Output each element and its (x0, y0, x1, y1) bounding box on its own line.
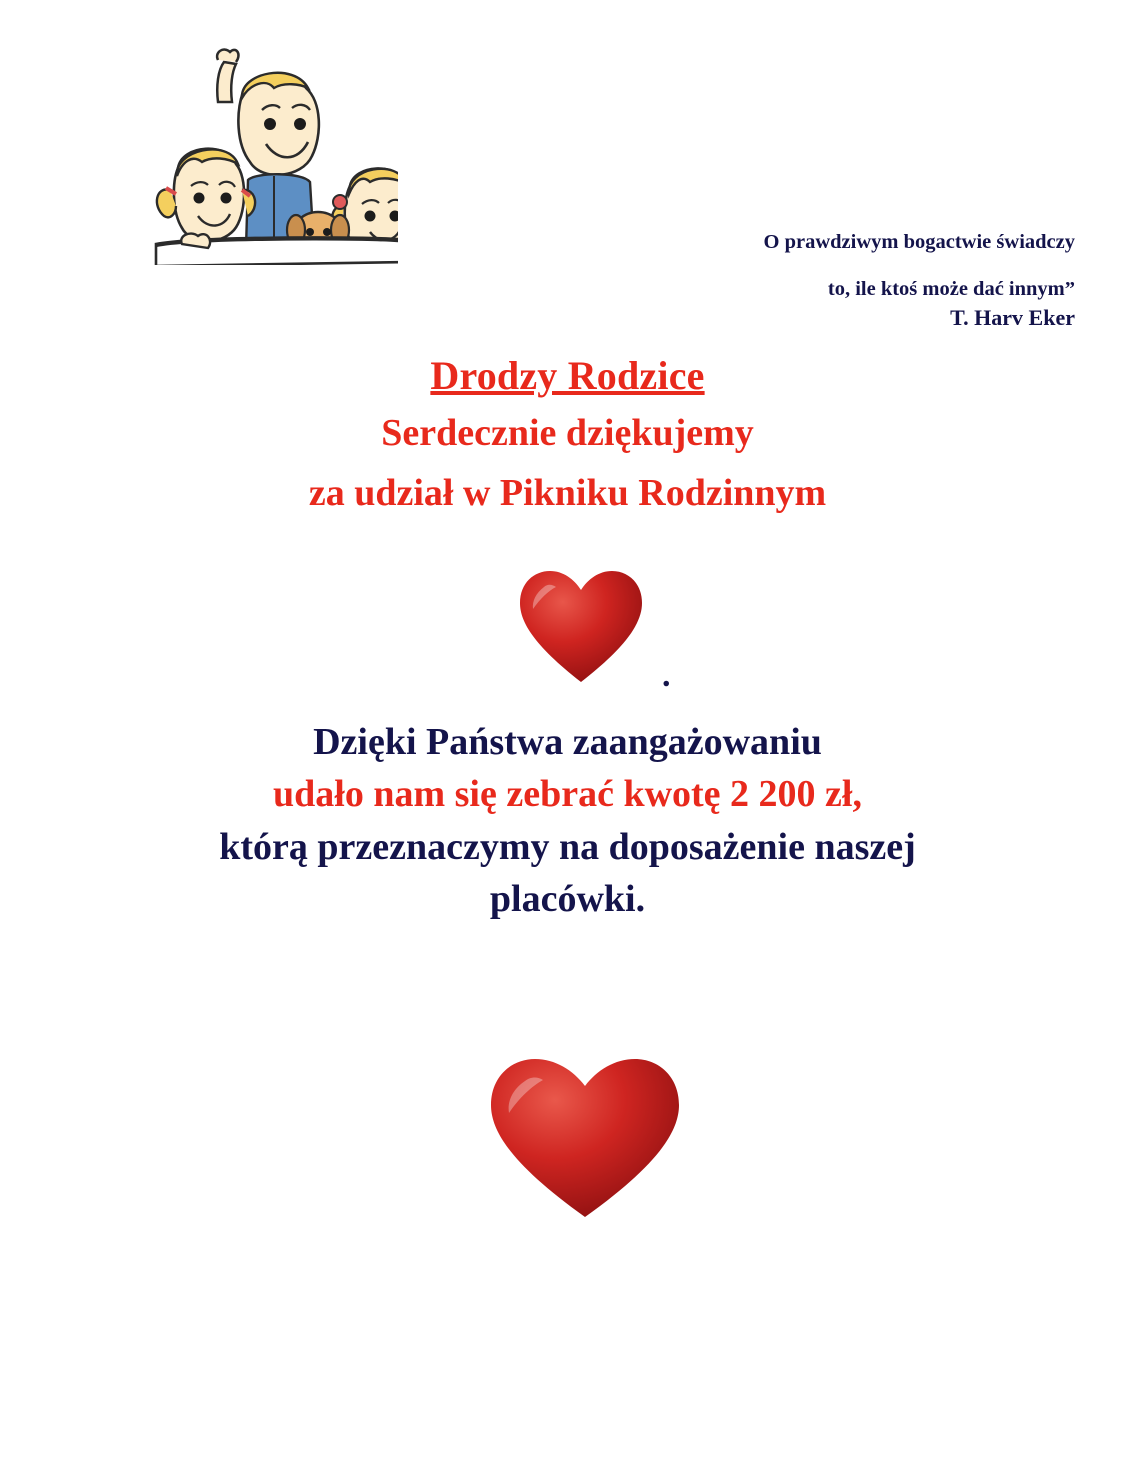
period-mark: . (662, 657, 671, 694)
quote-line-2: to, ile ktoś może dać innym” (827, 277, 1075, 300)
heart-icon-large (485, 1053, 685, 1223)
body-paragraph (0, 716, 1135, 926)
body-line-2-amount: udało nam się zebrać kwotę 2 200 zł, (273, 773, 862, 816)
quote-line-1: O prawdziwym bogactwie świadczy (763, 231, 1075, 253)
quote-author: T. Harv Eker (950, 305, 1075, 330)
heart-icon (516, 567, 646, 687)
family-clipart (78, 40, 398, 265)
page-title: Drodzy Rodzice (430, 353, 705, 398)
body-line-4: placówki. (489, 878, 646, 921)
quote-block (645, 232, 1075, 329)
headline-subtitle-2: za udział w Pikniku Rodzinnym (308, 471, 827, 514)
body-line-1: Dzięki Państwa zaangażowaniu (313, 721, 822, 763)
headline-subtitle-1: Serdecznie dziękujemy (381, 412, 754, 455)
headline-block (0, 352, 1135, 516)
body-line-3: którą przeznaczymy na doposażenie naszej (219, 825, 916, 868)
